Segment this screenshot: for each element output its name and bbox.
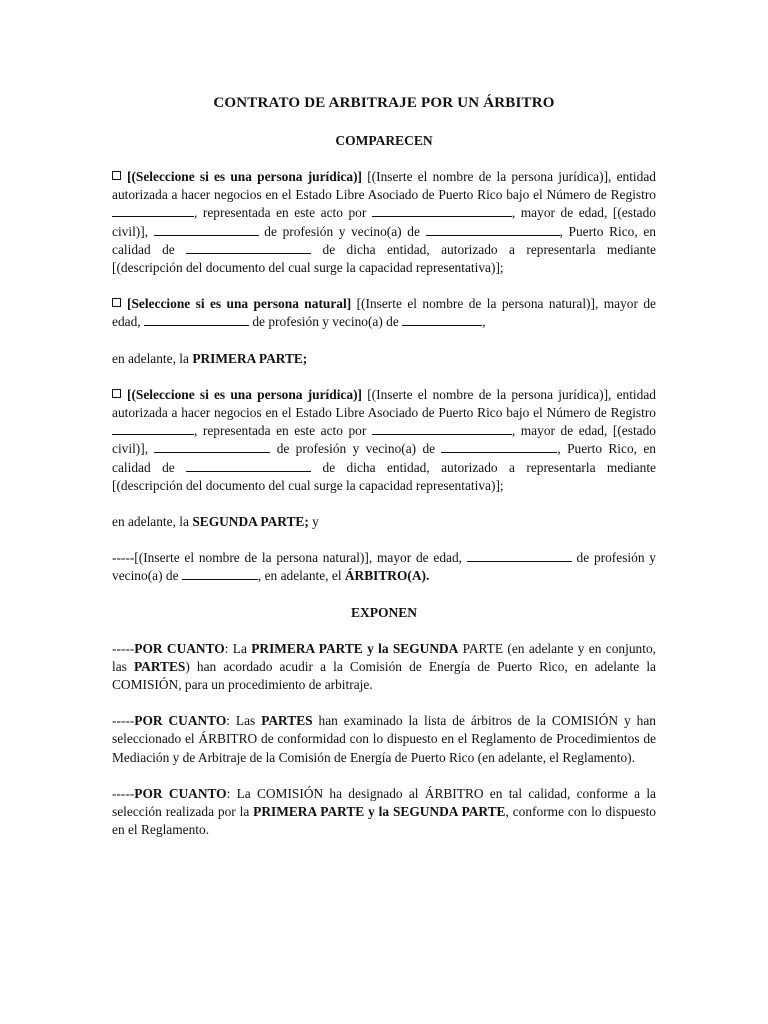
vecino-blank[interactable] (402, 314, 482, 326)
por-cuanto-1-paragraph: -----POR CUANTO: La PRIMERA PARTE y la SEGUNDA PARTE (en adelante y en conjunto, las PARTES) han acordado acudir a la Comisión de Energía de Puerto Rico, en adelante la COMISIÓN, para un procedimiento de arbitraje. (112, 640, 656, 693)
select-checkbox[interactable] (112, 389, 121, 398)
select-checkbox[interactable] (112, 171, 121, 180)
segunda-parte-juridica-paragraph: [(Seleccione si es una persona jurídica)] [(Inserte el nombre de la persona jurídica)], entidad autorizada a hacer negocios en el Estado Libre Asociado de Puerto Rico bajo el Número de Registro , representada en este acto por , mayor de edad, [(estado civil)], de profesión y vecino(a) de , Puerto Rico, en calidad de de dicha entidad, autorizado a representarla mediante [(descripción del documento del cual surge la capacidad representativa)]; (112, 386, 656, 493)
select-checkbox[interactable] (112, 298, 121, 307)
calidad-blank[interactable] (186, 242, 311, 254)
profesion-blank[interactable] (154, 224, 259, 236)
profesion-blank[interactable] (154, 441, 270, 453)
por-cuanto-3-paragraph: -----POR CUANTO: La COMISIÓN ha designado al ÁRBITRO en tal calidad, conforme a la selección realizada por la PRIMERA PARTE y la SEGUNDA PARTE, conforme con lo dispuesto en el Reglamento. (112, 785, 657, 838)
exponen-heading: EXPONEN (350, 604, 417, 620)
registro-blank[interactable] (112, 205, 194, 217)
primera-parte-juridica-paragraph: [(Seleccione si es una persona jurídica)] [(Inserte el nombre de la persona jurídica)], entidad autorizada a hacer negocios en el Estado Libre Asociado de Puerto Rico bajo el Número de Registro , representada en este acto por , mayor de edad, [(estado civil)], de profesión y vecino(a) de , Puerto Rico, en calidad de de dicha entidad, autorizado a representarla mediante [(descripción del documento del cual surge la capacidad representativa)]; (112, 169, 656, 276)
primera-parte-natural-paragraph: [Seleccione si es una persona natural] [(Inserte el nombre de la persona natural)], mayor de edad, de profesión y vecino(a) de , (112, 296, 656, 330)
primera-parte-line: en adelante, la PRIMERA PARTE; (112, 350, 308, 366)
segunda-parte-line: en adelante, la SEGUNDA PARTE; y (112, 514, 319, 530)
representante-blank[interactable] (372, 423, 512, 435)
profesion-blank[interactable] (144, 314, 249, 326)
registro-blank[interactable] (112, 423, 194, 435)
arbitro-paragraph: -----[(Inserte el nombre de la persona natural)], mayor de edad, de profesión y vecino(a) de , en adelante, el ÁRBITRO(A). (112, 550, 656, 584)
vecino-blank[interactable] (441, 441, 557, 453)
profesion-blank[interactable] (467, 550, 572, 562)
por-cuanto-2-paragraph: -----POR CUANTO: Las PARTES han examinado la lista de árbitros de la COMISIÓN y han seleccionado el ÁRBITRO de conformidad con lo dispuesto en el Reglamento de Procedimientos de Mediación y de Arbitraje de la Comisión de Energía de Puerto Rico (en adelante, el Reglamento). (112, 713, 656, 765)
select-juridica-label: [(Seleccione si es una persona jurídica)] (127, 169, 362, 184)
calidad-blank[interactable] (186, 460, 311, 472)
document-title: CONTRATO DE ARBITRAJE POR UN ÁRBITRO (213, 95, 555, 111)
vecino-blank[interactable] (182, 568, 258, 580)
vecino-blank[interactable] (426, 224, 560, 236)
representante-blank[interactable] (372, 205, 512, 217)
comparecen-heading: COMPARECEN (335, 133, 433, 148)
select-juridica-label: [(Seleccione si es una persona jurídica)] (127, 386, 362, 402)
select-natural-label: [Seleccione si es una persona natural] (127, 296, 352, 312)
